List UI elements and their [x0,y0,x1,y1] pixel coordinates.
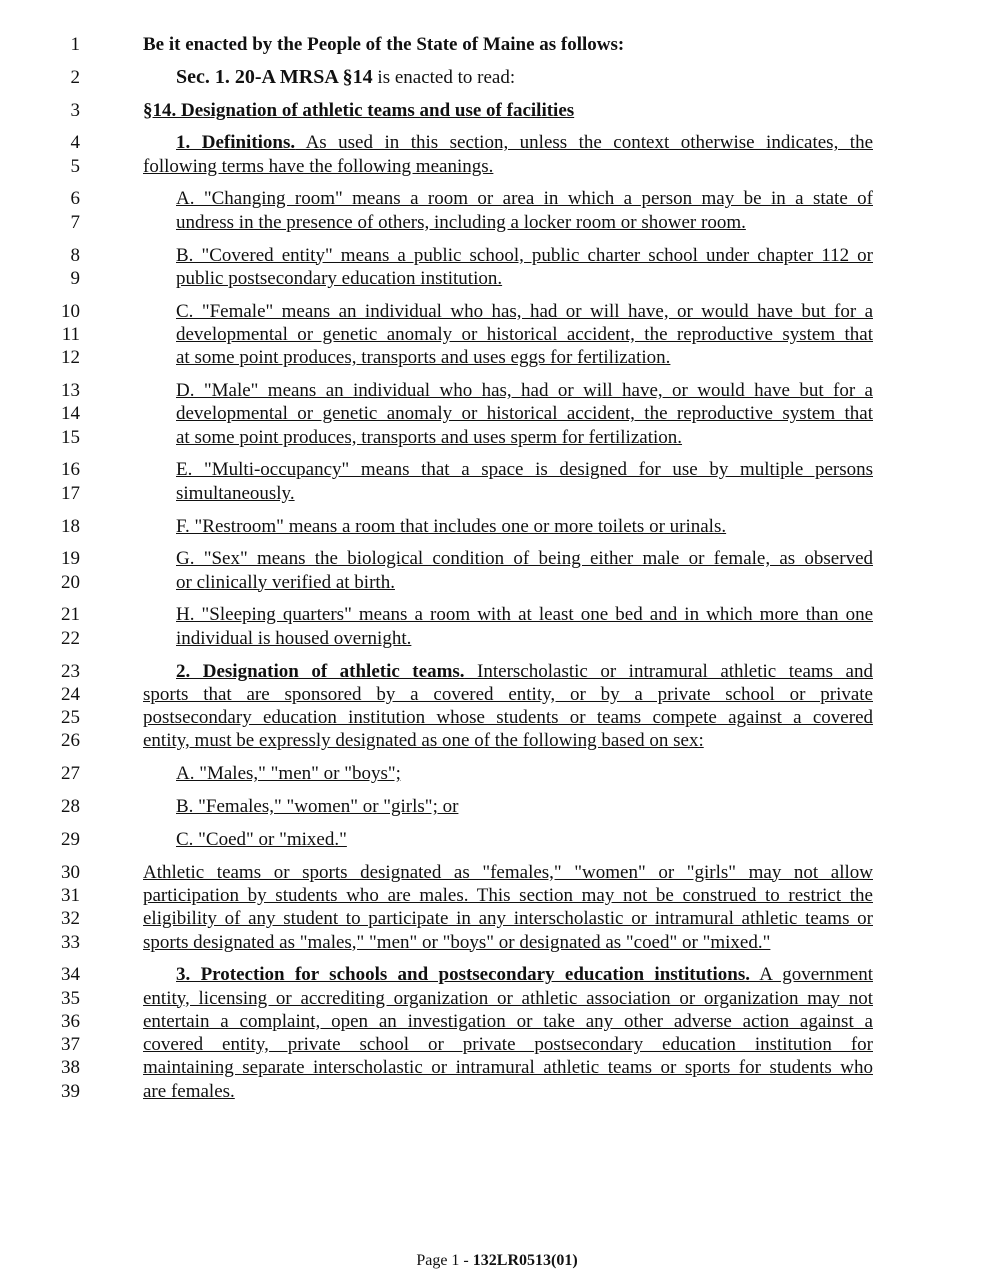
paragraph-text: sports that are sponsored by a covered entity, or by a private school or private [143,683,873,705]
line-number: 35 [61,987,80,1009]
line-number: 25 [61,707,80,729]
paragraph-text: maintaining separate interscholastic or intramural athletic teams or sports for students who [143,1057,873,1079]
definition-d-cont: at some point produces, transports and uses sperm for fertilization. [176,426,683,448]
subsection-1-text: 1. Definitions. As used in this section, unless the context otherwise indicates, the [176,132,873,154]
section-heading [176,66,873,89]
line-26 [0,729,994,752]
line-3 [0,99,994,122]
line-36 [0,1010,994,1033]
line-17 [0,482,994,505]
line-number: 4 [70,132,80,154]
line-number: 22 [61,627,80,649]
definition-b-cont: public postsecondary education institution. [176,267,503,289]
line-8 [0,244,994,267]
line-28 [0,795,994,818]
line-number: 15 [61,426,80,448]
paragraph-text: participation by students who are males. This section may not be construed to restrict the [143,884,873,906]
line-5 [0,155,994,178]
line-33 [0,931,994,954]
definition-g: G. "Sex" means the biological condition of being either male or female, as observed [176,548,873,570]
line-number: 12 [61,347,80,369]
line-number: 23 [61,660,80,682]
line-number: 6 [70,188,80,210]
designation-a: A. "Males," "men" or "boys"; [176,763,401,785]
line-number: 19 [61,548,80,570]
line-10 [0,300,994,323]
line-number: 18 [61,515,80,537]
definition-h-cont: individual is housed overnight. [176,627,412,649]
line-number: 20 [61,571,80,593]
subsection-3-text: 3. Protection for schools and postsecondary education institutions. A government [176,964,873,986]
line-32 [0,907,994,930]
line-25 [0,706,994,729]
definition-f: F. "Restroom" means a room that includes one or more toilets or urinals. [176,515,727,537]
definition-g-cont: or clinically verified at birth. [176,571,395,593]
paragraph-text: following terms have the following meanings. [143,155,494,177]
paragraph-text: entity, must be expressly designated as one of the following based on sex: [143,730,704,752]
paragraph-text: postsecondary education institution whose students or teams compete against a covered [143,707,873,729]
line-number: 5 [70,155,80,177]
definition-b: B. "Covered entity" means a public school, public charter school under chapter 112 or [176,244,873,266]
line-number: 10 [61,300,80,322]
definition-e-cont: simultaneously. [176,482,295,504]
definition-c: C. "Female" means an individual who has, had or will have, or would have but for a [176,300,873,322]
line-11 [0,323,994,346]
line-23 [0,660,994,683]
line-19 [0,547,994,570]
line-number: 30 [61,861,80,883]
line-27 [0,762,994,785]
line-number: 17 [61,482,80,504]
document-id: 132LR0513(01) [472,1252,578,1269]
line-number: 31 [61,884,80,906]
section-title: §14. Designation of athletic teams and use of facilities [143,99,575,121]
designation-c: C. "Coed" or "mixed." [176,828,347,850]
line-22 [0,627,994,650]
line-number: 24 [61,683,80,705]
subsection-2-heading: 2. Designation of athletic teams. [176,660,465,682]
definition-c-cont: developmental or genetic anomaly or historical accident, the reproductive system that [176,323,873,345]
definition-d-cont: developmental or genetic anomaly or historical accident, the reproductive system that [176,403,873,425]
line-number: 27 [61,763,80,785]
line-number: 29 [61,828,80,850]
line-number: 8 [70,244,80,266]
line-38 [0,1056,994,1079]
line-20 [0,571,994,594]
bill-text [0,33,994,1103]
line-number: 32 [61,908,80,930]
line-number: 16 [61,459,80,481]
line-number: 33 [61,931,80,953]
line-4 [0,131,994,154]
line-16 [0,458,994,481]
subsection-2-text: 2. Designation of athletic teams. Interscholastic or intramural athletic teams and [176,660,873,682]
line-number: 21 [61,604,80,626]
line-34 [0,963,994,986]
line-18 [0,515,994,538]
page-footer [0,1252,994,1270]
line-31 [0,884,994,907]
line-14 [0,402,994,425]
designation-b: B. "Females," "women" or "girls"; or [176,796,459,818]
subsection-3-heading: 3. Protection for schools and postsecondary education institutions. [176,964,750,986]
line-number: 2 [70,66,80,88]
line-2 [0,66,994,89]
line-15 [0,426,994,449]
line-7 [0,211,994,234]
line-number: 28 [61,796,80,818]
line-24 [0,683,994,706]
line-number: 13 [61,380,80,402]
line-number: 39 [61,1080,80,1102]
line-number: 3 [70,99,80,121]
line-number: 26 [61,730,80,752]
definition-h: H. "Sleeping quarters" means a room with at least one bed and in which more than one [176,604,873,626]
definition-d: D. "Male" means an individual who has, had or will have, or would have but for a [176,380,873,402]
definition-e: E. "Multi-occupancy" means that a space is designed for use by multiple persons [176,459,873,481]
line-30 [0,861,994,884]
paragraph-text: Athletic teams or sports designated as "females," "women" or "girls" may not allow [143,861,873,883]
paragraph-text: entity, licensing or accrediting organization or athletic association or organization may not [143,987,873,1009]
paragraph-text: are females. [143,1080,235,1102]
line-number: 14 [61,403,80,425]
definition-a: A. "Changing room" means a room or area in which a person may be in a state of [176,188,873,210]
line-39 [0,1080,994,1103]
paragraph-text: covered entity, private school or private postsecondary education institution for [143,1034,873,1056]
definition-c-cont: at some point produces, transports and uses eggs for fertilization. [176,347,671,369]
line-number: 36 [61,1010,80,1032]
line-29 [0,828,994,851]
paragraph-text: sports designated as "males," "men" or "boys" or designated as "coed" or "mixed." [143,931,771,953]
paragraph-text: eligibility of any student to participate in any interscholastic or intramural athletic teams or [143,908,873,930]
line-35 [0,987,994,1010]
line-37 [0,1033,994,1056]
line-13 [0,379,994,402]
line-21 [0,603,994,626]
line-1 [0,33,994,56]
line-number: 9 [70,267,80,289]
line-number: 37 [61,1034,80,1056]
section-intro: is enacted to read: [372,66,516,88]
line-number: 1 [70,34,80,55]
subsection-1-heading: 1. Definitions. [176,132,296,154]
line-9 [0,267,994,290]
section-number: Sec. 1. 20-A MRSA §14 [176,65,373,88]
line-12 [0,346,994,369]
line-number: 38 [61,1057,80,1079]
line-number: 11 [61,323,80,345]
page-label: Page 1 - [416,1252,473,1269]
definition-a-cont: undress in the presence of others, including a locker room or shower room. [176,211,746,233]
line-number: 34 [61,964,80,986]
enacting-clause: Be it enacted by the People of the State of Maine as follows: [143,34,625,55]
line-number: 7 [70,211,80,233]
paragraph-text: entertain a complaint, open an investigation or take any other adverse action against a [143,1010,873,1032]
line-6 [0,187,994,210]
